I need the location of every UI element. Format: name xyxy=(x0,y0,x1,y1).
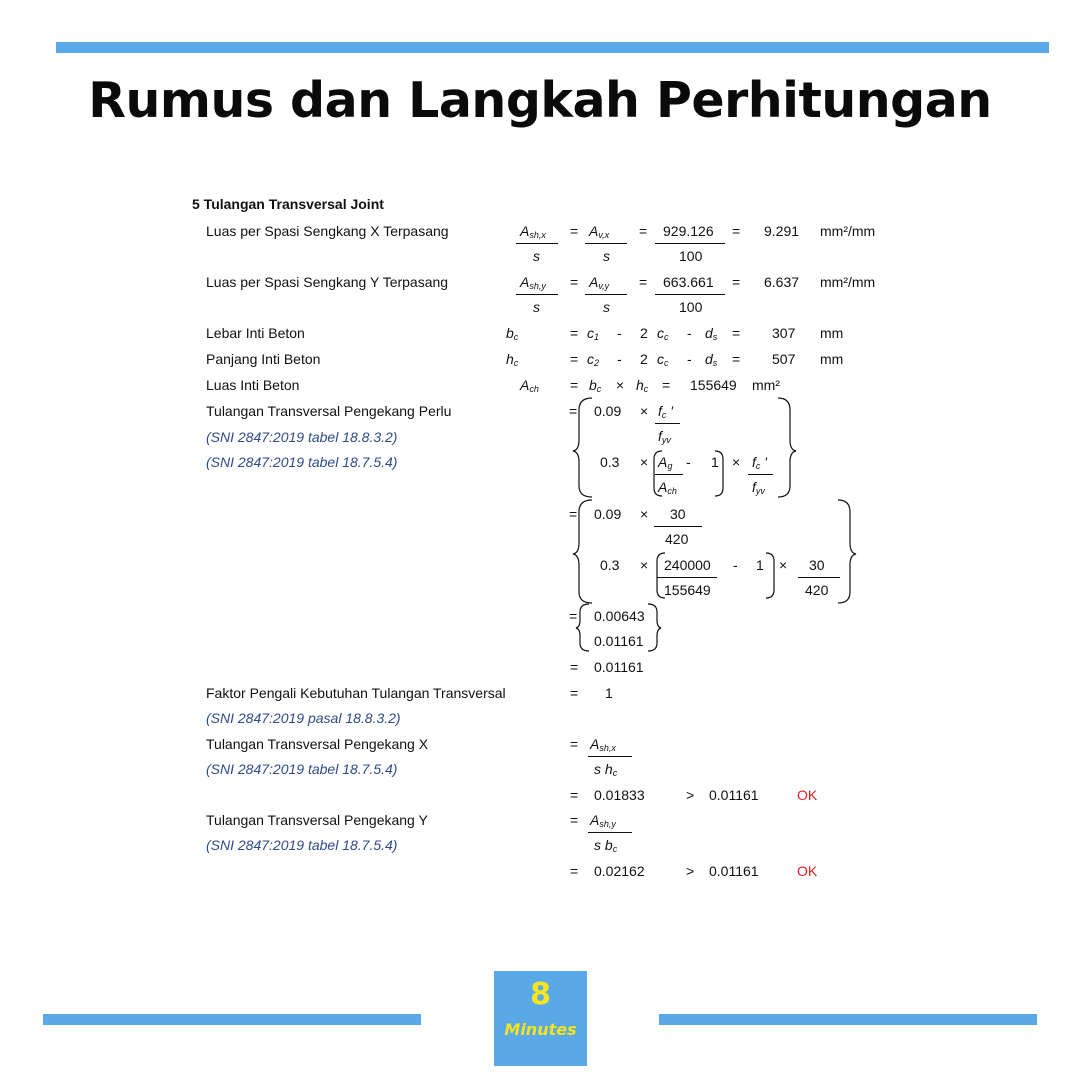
label-ashx: Luas per Spasi Sengkang X Terpasang xyxy=(206,223,449,239)
eq: = xyxy=(732,351,741,367)
op-minus: - xyxy=(686,454,691,470)
value-avx: 929.126 xyxy=(663,223,714,239)
value-ry: 0.02162 xyxy=(594,863,645,879)
eq: = xyxy=(569,608,578,624)
value-s: 100 xyxy=(679,248,703,264)
label-hc: Panjang Inti Beton xyxy=(206,351,321,367)
brand-logo xyxy=(494,971,587,1066)
eq: = xyxy=(639,274,648,290)
eq: = xyxy=(570,736,579,752)
value-rx: 0.01833 xyxy=(594,787,645,803)
label-perlu: Tulangan Transversal Pengekang Perlu xyxy=(206,403,452,419)
label-pengekang-y: Tulangan Transversal Pengekang Y xyxy=(206,812,428,828)
sym-ds: $d_s$ xyxy=(705,351,718,368)
value-faktor: 1 xyxy=(605,685,613,701)
value-c009: 0.09 xyxy=(594,506,622,522)
sym-fc: $f_c$ ' xyxy=(752,454,767,471)
eq: = xyxy=(570,659,579,675)
op-times: × xyxy=(640,557,649,573)
op-minus: - xyxy=(617,351,622,367)
sym-c2: $c_2$ xyxy=(587,351,600,368)
sym-ds: $d_s$ xyxy=(705,325,718,342)
op-times: × xyxy=(616,377,625,393)
op-times: × xyxy=(640,506,649,522)
right-brace xyxy=(778,398,796,497)
sym-fyv: $f_{yv}$ xyxy=(658,428,671,445)
right-paren xyxy=(766,553,774,598)
status-ok: OK xyxy=(797,863,818,879)
op-times: × xyxy=(640,454,649,470)
eq: = xyxy=(570,223,579,239)
value-fc: 30 xyxy=(670,506,686,522)
value-ach: 155649 xyxy=(690,377,737,393)
unit: mm²/mm xyxy=(820,223,876,239)
sym-s: s xyxy=(533,299,540,315)
ref-18754: (SNI 2847:2019 tabel 18.7.5.4) xyxy=(206,837,398,853)
eq: = xyxy=(570,812,579,828)
label-ach: Luas Inti Beton xyxy=(206,377,300,393)
sym-avy: $A_{v,y}$ xyxy=(589,274,610,291)
eq: = xyxy=(732,274,741,290)
unit: mm² xyxy=(752,377,780,393)
sym-hc: $h_c$ xyxy=(506,351,519,368)
sym-cc: $c_c$ xyxy=(657,351,669,368)
sym-s: s xyxy=(603,248,610,264)
label-pengekang-x: Tulangan Transversal Pengekang X xyxy=(206,736,429,752)
value-fc: 30 xyxy=(809,557,825,573)
eq: = xyxy=(569,506,578,522)
sym-ashy: $A_{sh,y}$ xyxy=(590,812,616,829)
value-result-a: 0.00643 xyxy=(594,608,645,624)
sym-shc: s $h_c$ xyxy=(594,761,618,778)
sym-ag: $A_g$ xyxy=(658,454,673,471)
left-paren xyxy=(657,553,665,598)
ref-18832: (SNI 2847:2019 tabel 18.8.3.2) xyxy=(206,429,398,445)
sym-s: s xyxy=(533,248,540,264)
logo-word: Minutes xyxy=(504,1020,577,1039)
bottom-left-bar xyxy=(43,1014,421,1025)
ref-18754: (SNI 2847:2019 tabel 18.7.5.4) xyxy=(206,761,398,777)
eq: = xyxy=(570,787,579,803)
eq: = xyxy=(569,403,578,419)
value-fyv: 420 xyxy=(665,531,689,547)
sym-bc: $b_c$ xyxy=(589,377,602,394)
value-result-b: 0.01161 xyxy=(594,633,644,649)
label-bc: Lebar Inti Beton xyxy=(206,325,305,341)
eq: = xyxy=(732,223,741,239)
status-ok: OK xyxy=(797,787,818,803)
sym-ashy: $A_{sh,y}$ xyxy=(520,274,546,291)
op-times: × xyxy=(779,557,788,573)
eq: = xyxy=(570,274,579,290)
eq: = xyxy=(570,377,579,393)
op-minus: - xyxy=(687,351,692,367)
sym-ashx: $A_{sh,x}$ xyxy=(590,736,616,753)
value-one: 1 xyxy=(711,454,719,470)
eq: = xyxy=(570,325,579,341)
left-brace xyxy=(576,604,589,651)
label-faktor: Faktor Pengali Kebutuhan Tulangan Transversal xyxy=(206,685,506,701)
value-ach: 155649 xyxy=(664,582,711,598)
value-s: 100 xyxy=(679,299,703,315)
sym-hc: $h_c$ xyxy=(636,377,649,394)
eq: = xyxy=(732,325,741,341)
op-gt: > xyxy=(686,863,695,879)
value-ashx: 9.291 xyxy=(764,223,800,239)
right-paren xyxy=(715,451,723,496)
value-c009: 0.09 xyxy=(594,403,622,419)
left-brace xyxy=(573,398,592,497)
value-avy: 663.661 xyxy=(663,274,714,290)
op-gt: > xyxy=(686,787,695,803)
sym-ashx: $A_{sh,x}$ xyxy=(520,223,546,240)
sym-fc: $f_c$ ' xyxy=(658,403,673,420)
op-minus: - xyxy=(733,557,738,573)
unit: mm xyxy=(820,325,844,341)
op-minus: - xyxy=(617,325,622,341)
left-paren xyxy=(654,451,662,496)
unit: mm xyxy=(820,351,844,367)
value-result-max: 0.01161 xyxy=(594,659,644,675)
eq: = xyxy=(570,351,579,367)
value-hc: 507 xyxy=(772,351,796,367)
sym-fyv: $f_{yv}$ xyxy=(752,479,765,496)
value-two: 2 xyxy=(640,351,648,367)
eq: = xyxy=(570,863,579,879)
logo-number: 8 xyxy=(530,977,551,1012)
value-c03: 0.3 xyxy=(600,557,620,573)
right-brace xyxy=(648,604,661,651)
page-title: Rumus dan Langkah Perhitungan xyxy=(88,72,992,129)
sym-ach: $A_{ch}$ xyxy=(658,479,677,496)
eq: = xyxy=(639,223,648,239)
op-minus: - xyxy=(687,325,692,341)
value-c03: 0.3 xyxy=(600,454,620,470)
sym-bc: $b_c$ xyxy=(506,325,519,342)
left-brace xyxy=(573,500,592,603)
sym-sbc: s $b_c$ xyxy=(594,837,618,854)
ref-18754: (SNI 2847:2019 tabel 18.7.5.4) xyxy=(206,454,398,470)
value-cmp: 0.01161 xyxy=(709,787,759,803)
eq: = xyxy=(570,685,579,701)
bottom-right-bar xyxy=(659,1014,1037,1025)
unit: mm²/mm xyxy=(820,274,876,290)
value-ashy: 6.637 xyxy=(764,274,800,290)
value-bc: 307 xyxy=(772,325,796,341)
section-heading: 5 Tulangan Transversal Joint xyxy=(192,196,384,212)
sym-cc: $c_c$ xyxy=(657,325,669,342)
sym-c1: $c_1$ xyxy=(587,325,600,342)
value-one: 1 xyxy=(756,557,764,573)
value-two: 2 xyxy=(640,325,648,341)
right-brace xyxy=(838,500,856,603)
value-cmp: 0.01161 xyxy=(709,863,759,879)
value-ag: 240000 xyxy=(664,557,711,573)
eq: = xyxy=(662,377,671,393)
sym-s: s xyxy=(603,299,610,315)
ref-pasal-18832: (SNI 2847:2019 pasal 18.8.3.2) xyxy=(206,710,401,726)
sym-ach: $A_{ch}$ xyxy=(520,377,539,394)
value-fyv: 420 xyxy=(805,582,829,598)
sym-avx: $A_{v,x}$ xyxy=(589,223,610,240)
label-ashy: Luas per Spasi Sengkang Y Terpasang xyxy=(206,274,449,290)
op-times: × xyxy=(732,454,741,470)
op-times: × xyxy=(640,403,649,419)
